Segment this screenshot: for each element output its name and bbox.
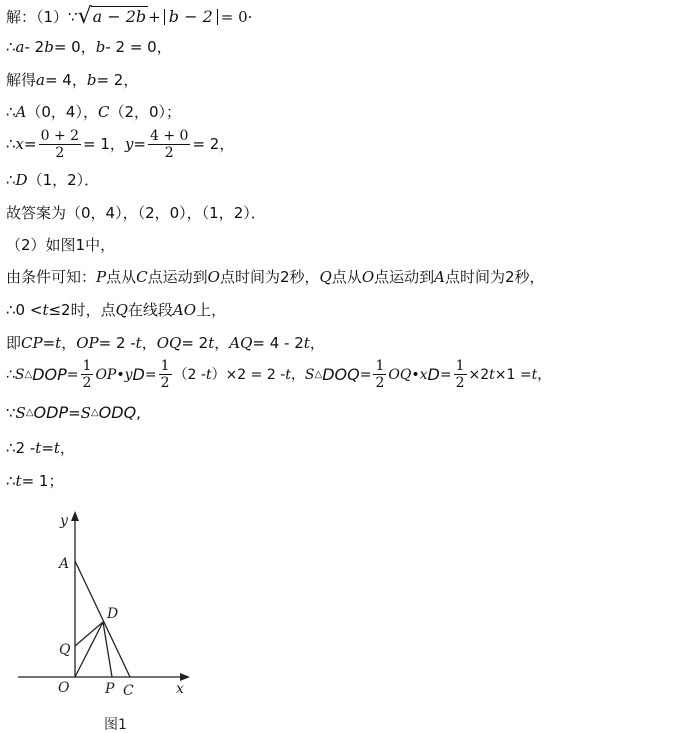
var: t	[303, 334, 310, 352]
text: ，	[537, 366, 552, 383]
solution-line-4	[6, 105, 181, 120]
label-C: C	[123, 683, 134, 699]
triangle-symbol: △	[25, 407, 34, 418]
text: 故答案为（0，4），（2，0），（1，2）．	[6, 204, 266, 222]
text: = 2	[181, 334, 209, 352]
denominator: 2	[55, 145, 65, 161]
text: = 1，	[83, 135, 125, 153]
var: a	[15, 38, 25, 56]
var: x	[419, 366, 428, 383]
text: ，	[290, 366, 305, 383]
solution-line-3	[6, 73, 138, 88]
y-axis-arrow-icon	[71, 511, 79, 521]
triangle-symbol: △	[90, 407, 99, 418]
triangle-symbol: △	[24, 368, 33, 380]
solution-line-8	[6, 238, 115, 253]
solution-line-11	[6, 336, 325, 351]
figure-caption: 图1	[104, 717, 127, 733]
var: A	[434, 268, 445, 286]
text: 点时间为2秒，	[444, 268, 545, 286]
text: = 0·	[220, 7, 253, 26]
text: - 2 = 0，	[105, 38, 172, 56]
var: t	[35, 439, 42, 457]
text: •	[116, 366, 125, 383]
sqrt-expression: √ a − 2b	[77, 4, 147, 29]
x-axis-arrow-icon	[180, 673, 190, 681]
var: b	[44, 38, 54, 56]
label-x: x	[176, 681, 184, 697]
text: = 0，	[53, 38, 96, 56]
var: C	[136, 268, 148, 286]
therefore-symbol: ∴	[6, 366, 15, 383]
solution-line-7	[6, 206, 266, 221]
plus: +	[148, 7, 161, 26]
solution-line-14	[6, 441, 75, 456]
var: b	[86, 71, 97, 89]
denominator: 2	[164, 145, 174, 161]
var: D	[427, 364, 440, 384]
text: 解：（1）∵	[6, 7, 78, 26]
var: t	[15, 472, 22, 490]
var: O	[207, 268, 220, 286]
denominator: 2	[160, 375, 170, 391]
because-symbol: ∵	[6, 403, 16, 422]
var: b	[95, 38, 106, 56]
numerator: 0 + 2	[40, 128, 80, 144]
denominator: 2	[375, 375, 385, 391]
abs-expression: b − 2	[164, 9, 218, 25]
var: t	[531, 366, 538, 383]
var: D	[15, 171, 28, 189]
solution-line-5	[6, 129, 234, 160]
text: 即	[6, 334, 22, 352]
var: S	[15, 403, 26, 422]
var: Q	[115, 301, 128, 319]
var: DOQ	[322, 364, 360, 384]
var: AO	[172, 301, 197, 319]
var: ODP	[33, 403, 69, 422]
text: =	[144, 366, 157, 383]
sqrt-body: a − 2b	[92, 7, 147, 26]
text: ）×2 = 2 -	[211, 366, 286, 383]
therefore-symbol: ∴	[6, 38, 16, 56]
text: 点运动到	[374, 268, 435, 286]
text: 点从	[331, 268, 362, 286]
text: 上，	[196, 301, 227, 319]
solution-line-15	[6, 474, 63, 489]
var: OQ	[388, 366, 412, 383]
var: t	[53, 439, 60, 457]
solution-line-12	[6, 359, 551, 390]
var: S	[80, 403, 91, 422]
text: ,	[136, 403, 141, 422]
fraction	[39, 129, 81, 160]
label-P: P	[105, 681, 115, 697]
var: DOP	[32, 364, 67, 384]
var: Q	[319, 268, 332, 286]
text: = 2 -	[98, 334, 136, 352]
var: A	[15, 103, 27, 121]
fraction	[454, 359, 467, 390]
fraction	[159, 359, 172, 390]
label-Q: Q	[59, 642, 71, 658]
text: ，	[59, 439, 75, 457]
text: •	[411, 366, 420, 383]
var: S	[304, 366, 315, 383]
text: 点运动到	[147, 268, 208, 286]
text: = 2，	[192, 135, 235, 153]
text: - 2	[24, 38, 45, 56]
therefore-symbol: ∴	[6, 135, 16, 153]
solution-line-9	[6, 270, 545, 285]
numerator: 1	[375, 358, 385, 374]
text: = 4，	[44, 71, 87, 89]
segment-QD	[75, 622, 103, 646]
text: = 1；	[21, 472, 64, 490]
var: t	[489, 366, 495, 383]
text: 解得	[6, 71, 37, 89]
text: 点时间为2秒，	[219, 268, 320, 286]
text: 在线段	[127, 301, 173, 319]
text: =	[41, 439, 54, 457]
therefore-symbol: ∴	[6, 439, 16, 457]
numerator: 4 + 0	[150, 128, 189, 144]
therefore-symbol: ∴	[6, 472, 16, 490]
var: t	[135, 334, 142, 352]
text: （1，2）．	[27, 171, 100, 189]
text: ×1 =	[494, 366, 532, 383]
text: （2 -	[173, 366, 206, 383]
var: D	[132, 364, 145, 384]
text: = 2，	[96, 71, 139, 89]
numerator: 1	[82, 358, 92, 374]
label-D: D	[107, 606, 119, 622]
text: ，	[61, 334, 77, 352]
text: =	[359, 366, 372, 383]
therefore-symbol: ∴	[6, 171, 16, 189]
triangle-symbol: △	[314, 368, 323, 380]
text: ，	[141, 334, 157, 352]
text: （2）如图1中，	[6, 236, 116, 254]
var: ODQ	[98, 403, 137, 422]
solution-line-13	[6, 405, 141, 421]
var: P	[96, 268, 107, 286]
therefore-symbol: ∴	[6, 301, 16, 319]
var: t	[285, 366, 291, 383]
therefore-symbol: ∴	[6, 103, 16, 121]
text: 点从	[106, 268, 137, 286]
var: x	[15, 135, 25, 153]
solution-line-2	[6, 40, 172, 55]
var: a	[36, 71, 45, 89]
var: y	[124, 135, 134, 153]
label-y: y	[60, 513, 68, 529]
fraction	[148, 129, 190, 160]
solution-line-1	[6, 6, 252, 28]
text: ≤2时，点	[48, 301, 116, 319]
var: y	[124, 366, 133, 383]
text: = 4 - 2	[252, 334, 304, 352]
text: ，	[214, 334, 230, 352]
segment-OD	[75, 622, 103, 677]
numerator: 1	[160, 358, 170, 374]
text: =	[42, 334, 56, 352]
var: C	[97, 103, 110, 121]
text: ×2	[468, 366, 490, 383]
var: OQ	[156, 334, 182, 352]
text: （2，0）；	[109, 103, 182, 121]
fraction	[373, 359, 386, 390]
var: S	[14, 366, 25, 383]
var: t	[208, 334, 215, 352]
text: =	[66, 366, 79, 383]
solution-line-6	[6, 173, 99, 188]
text: 由条件可知：	[6, 268, 97, 286]
var: OP	[76, 334, 99, 352]
solution-line-10	[6, 303, 226, 318]
var: t	[205, 366, 212, 383]
var: OP	[95, 366, 117, 383]
text: ，	[309, 334, 325, 352]
text: =	[24, 135, 37, 153]
var: CP	[21, 334, 43, 352]
text: =	[133, 135, 146, 153]
text: =	[68, 403, 81, 422]
label-A: A	[59, 556, 70, 572]
var: O	[361, 268, 375, 286]
var: AQ	[229, 334, 253, 352]
var: t	[42, 301, 49, 319]
numerator: 1	[455, 358, 465, 374]
text: 2 -	[15, 439, 36, 457]
text: 0 <	[15, 301, 43, 319]
geometry-figure	[0, 505, 200, 733]
var: t	[55, 334, 62, 352]
text: =	[439, 366, 452, 383]
text: （0，4），	[26, 103, 98, 121]
label-O: O	[58, 680, 70, 696]
denominator: 2	[82, 375, 92, 391]
fraction	[81, 359, 94, 390]
denominator: 2	[455, 375, 465, 391]
